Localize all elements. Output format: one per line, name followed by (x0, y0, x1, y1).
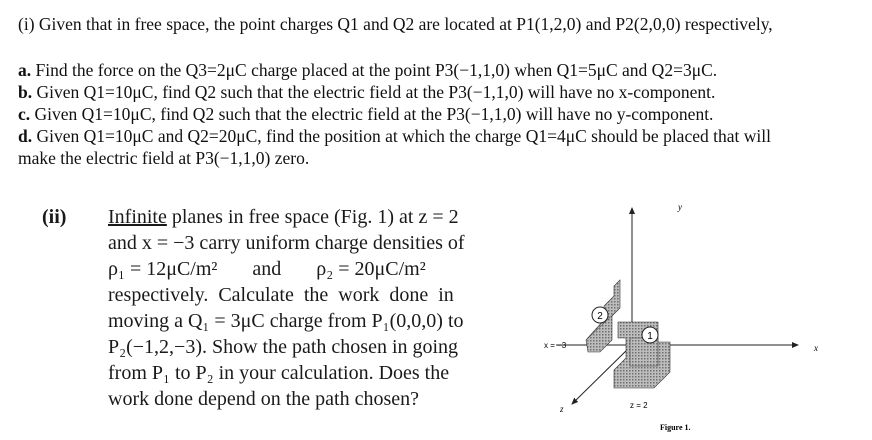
question-b (18, 82, 715, 103)
line-text: planes in free space (Fig. 1) at z = 2 (166, 206, 459, 228)
marker-2-label: 2 (597, 311, 603, 322)
item-label: a. (18, 60, 32, 80)
question-d (18, 126, 771, 147)
item-label: d. (18, 126, 33, 146)
figure-caption: Figure 1. (660, 423, 691, 432)
part-ii-body (108, 204, 518, 414)
part-ii-line: from P₁ to P₂ in your calculation. Does the (108, 362, 450, 384)
z-axis-label: z (560, 404, 564, 414)
item-text: Find the force on the Q3=2μC charge placed at the point P3(−1,1,0) when Q1=5μC and Q2=3μC. (31, 60, 718, 80)
y-axis-label: y (678, 202, 682, 212)
item-text: make the electric field at P3(−1,1,0) zero. (18, 148, 310, 168)
part-ii-line (108, 204, 459, 230)
item-label: c. (18, 104, 31, 124)
question-c (18, 104, 713, 125)
part-ii-line: P₂(−1,2,−3). Show the path chosen in going (108, 336, 459, 358)
question-a (18, 60, 717, 81)
underlined-word: Infinite (108, 206, 167, 228)
marker-1-label: 1 (647, 331, 653, 342)
part-ii-line: work done depend on the path chosen? (108, 388, 420, 410)
plane-x-label: x = −3 (544, 341, 567, 350)
part-ii-line: and x = −3 carry uniform charge densities of (108, 232, 465, 254)
item-text: Given Q1=10μC, find Q2 such that the electric field at the P3(−1,1,0) will have no y-component. (30, 104, 714, 124)
plane-z-label: z = 2 (630, 401, 648, 410)
item-text: Given Q1=10μC and Q2=20μC, find the position at which the charge Q1=4μC should be placed that will (32, 126, 771, 146)
item-text: Given Q1=10μC, find Q2 such that the electric field at the P3(−1,1,0) will have no x-component. (32, 82, 716, 102)
question-d-continued (18, 148, 309, 169)
part-i-heading: (i) Given that in free space, the point charges Q1 and Q2 are located at P1(1,2,0) and P2(2,0,0) respectively, (18, 14, 773, 34)
item-label: b. (18, 82, 33, 102)
figure-1 (530, 190, 872, 440)
part-ii-line: moving a Q₁ = 3μC charge from P₁(0,0,0) to (108, 310, 464, 332)
x-axis-label: x (814, 343, 818, 353)
part-ii-line: respectively. Calculate the work done in (108, 284, 454, 306)
part-ii-label: (ii) (42, 206, 67, 228)
part-ii-line: ρ₁ = 12μC/m² and ρ₂ = 20μC/m² (108, 258, 426, 280)
